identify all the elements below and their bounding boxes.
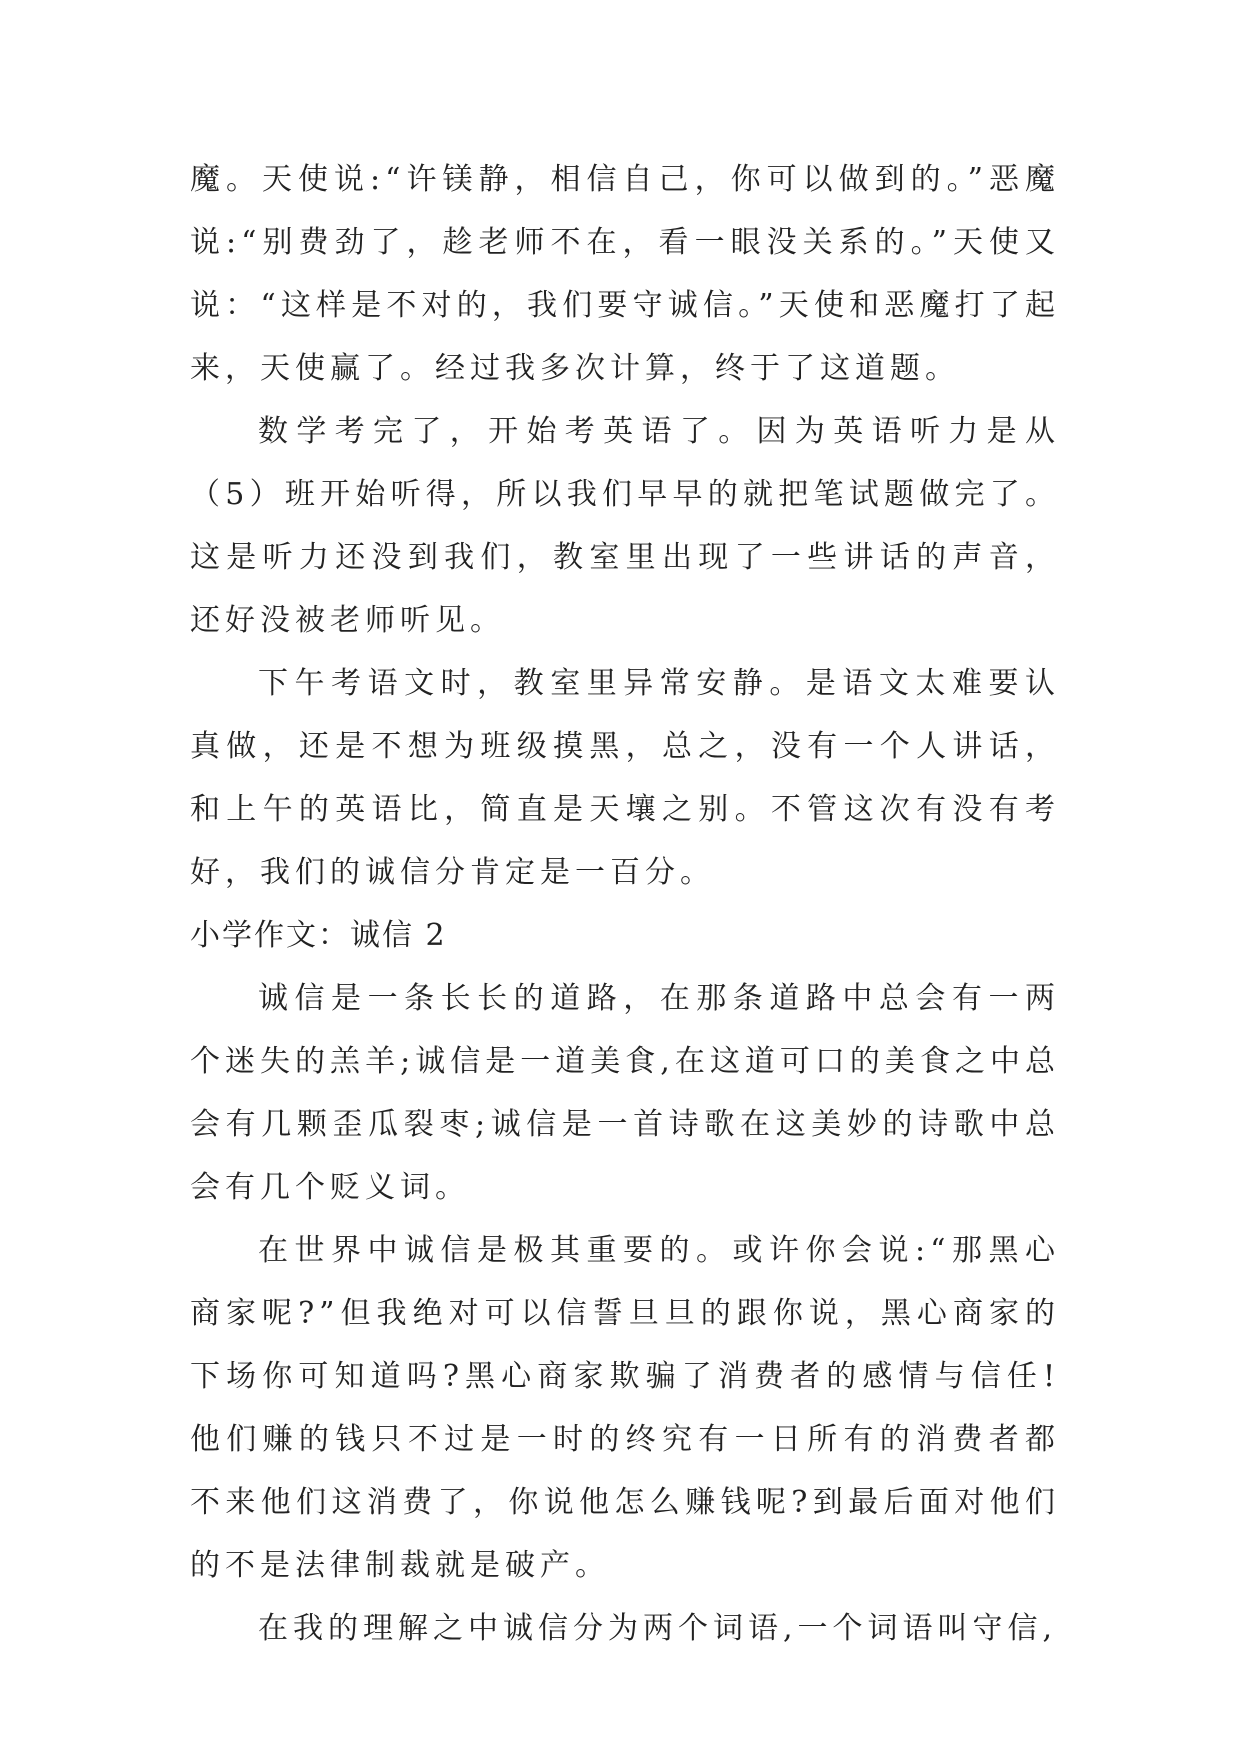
paragraph-1: 魔。天使说:“许镁静，相信自己，你可以做到的。”恶魔说:“别费劲了，趁老师不在，看一眼没关系的。”天使又说：“这样是不对的，我们要守诚信。”天使和恶魔打了起来，天使赢了。经过我多次计算，终于了这道题。 [190,162,1060,386]
section-paragraph-1: 诚信是一条长长的道路，在那条道路中总会有一两个迷失的羔羊;诚信是一道美食,在这道可口的美食之中总会有几颗歪瓜裂枣;诚信是一首诗歌在这美妙的诗歌中总会有几个贬义词。 [190,981,1060,1205]
paragraph-3: 下午考语文时，教室里异常安静。是语文太难要认真做，还是不想为班级摸黑，总之，没有一个人讲话，和上午的英语比，简直是天壤之别。不管这次有没有考好，我们的诚信分肯定是一百分。 [190,666,1060,890]
paragraph-2: 数学考完了，开始考英语了。因为英语听力是从（5）班开始听得，所以我们早早的就把笔试题做完了。这是听力还没到我们，教室里出现了一些讲话的声音，还好没被老师听见。 [190,414,1060,638]
section-title: 小学作文：诚信 2 [190,918,447,953]
section-paragraph-3: 在我的理解之中诚信分为两个词语,一个词语叫守信, [258,1611,1058,1646]
section-paragraph-2: 在世界中诚信是极其重要的。或许你会说:“那黑心商家呢?”但我绝对可以信誓旦旦的跟你说，黑心商家的下场你可知道吗?黑心商家欺骗了消费者的感情与信任!他们赚的钱只不过是一时的终究有一日所有的消费者都不来他们这消费了，你说他怎么赚钱呢?到最后面对他们的不是法律制裁就是破产。 [190,1233,1060,1583]
document-page [190,148,1060,1660]
